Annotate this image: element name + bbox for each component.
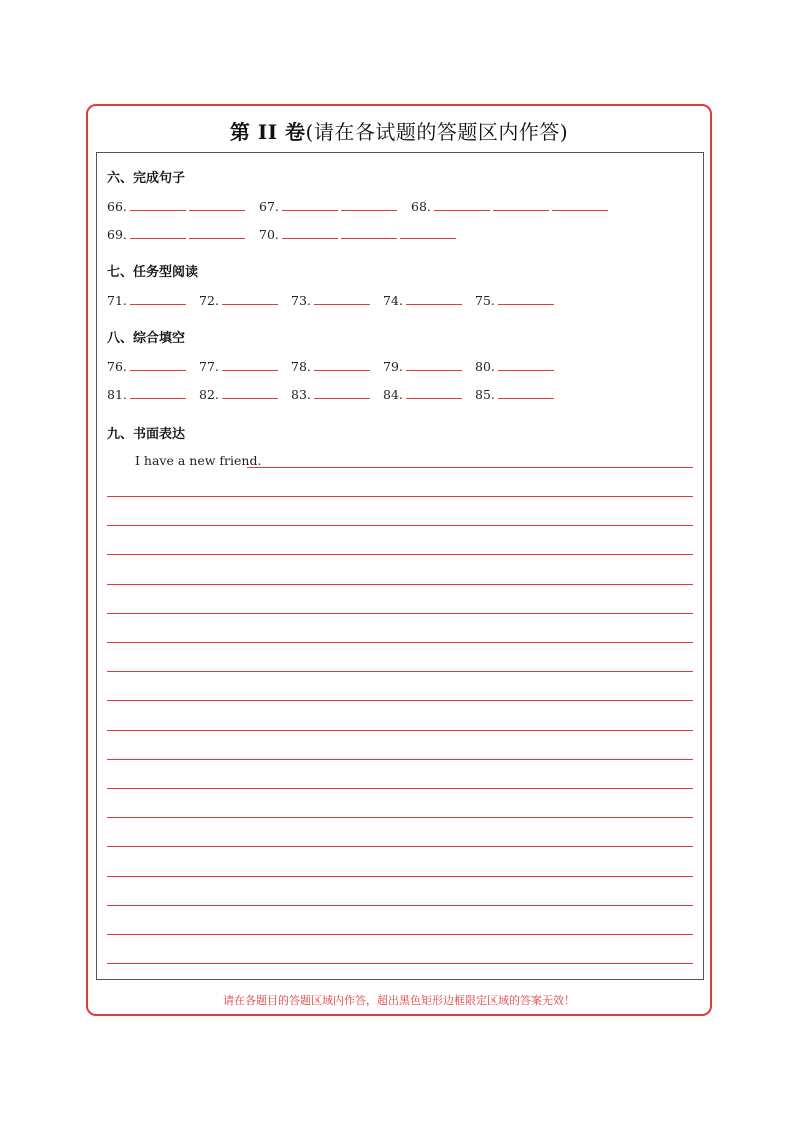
answer-item-71: 71. [107,291,186,308]
answer-item-66: 66. [107,197,245,214]
section-title-writing: 九、书面表达 [107,427,186,442]
answer-item-73: 73. [291,291,370,308]
answer-item-82: 82. [199,385,278,402]
blank[interactable] [406,385,462,399]
blank[interactable] [498,291,554,305]
blank[interactable] [130,291,186,305]
blank[interactable] [222,385,278,399]
blank[interactable] [400,225,456,239]
essay-line[interactable] [107,963,693,964]
answer-item-67: 67. [259,197,397,214]
answer-item-85: 85. [475,385,554,402]
blank[interactable] [406,357,462,371]
essay-line[interactable] [107,876,693,877]
essay-line[interactable] [107,525,693,526]
blank[interactable] [130,225,186,239]
answer-item-75: 75. [475,291,554,308]
answer-item-84: 84. [383,385,462,402]
blank[interactable] [434,197,490,211]
blank[interactable] [314,385,370,399]
essay-line[interactable] [107,817,693,818]
blank[interactable] [222,291,278,305]
blank[interactable] [130,385,186,399]
essay-line[interactable] [107,730,693,731]
essay-line[interactable] [107,700,693,701]
blank[interactable] [189,197,245,211]
answer-item-68: 68. [411,197,608,214]
answer-item-79: 79. [383,357,462,374]
essay-prompt: I have a new friend. [135,453,262,468]
answer-item-78: 78. [291,357,370,374]
answer-item-83: 83. [291,385,370,402]
blank[interactable] [406,291,462,305]
answer-sheet [86,104,712,1016]
blank[interactable] [130,357,186,371]
blank[interactable] [498,385,554,399]
section-title-complete-sentences: 六、完成句子 [107,171,186,186]
blank[interactable] [552,197,608,211]
title-volume: 第 II 卷 [229,120,306,144]
blank[interactable] [282,225,338,239]
blank[interactable] [130,197,186,211]
answer-item-69: 69. [107,225,245,242]
essay-line[interactable] [247,467,693,468]
answer-region [96,152,704,980]
essay-line[interactable] [107,554,693,555]
essay-line[interactable] [107,496,693,497]
answer-item-74: 74. [383,291,462,308]
blank[interactable] [314,357,370,371]
essay-line[interactable] [107,671,693,672]
blank[interactable] [282,197,338,211]
footer-warning: 请在各题目的答题区域内作答，超出黑色矩形边框限定区域的答案无效！ [223,994,575,1007]
section-title-cloze: 八、综合填空 [107,331,186,346]
page-title [88,116,710,145]
answer-item-77: 77. [199,357,278,374]
blank[interactable] [341,197,397,211]
blank[interactable] [314,291,370,305]
blank[interactable] [493,197,549,211]
blank[interactable] [341,225,397,239]
answer-item-70: 70. [259,225,456,242]
answer-item-76: 76. [107,357,186,374]
answer-item-72: 72. [199,291,278,308]
essay-line[interactable] [107,613,693,614]
title-instruction: (请在各试题的答题区内作答) [305,120,569,144]
answer-item-81: 81. [107,385,186,402]
essay-line[interactable] [107,905,693,906]
section-title-task-reading: 七、任务型阅读 [107,265,199,280]
blank[interactable] [498,357,554,371]
essay-line[interactable] [107,934,693,935]
blank[interactable] [222,357,278,371]
essay-line[interactable] [107,788,693,789]
essay-line[interactable] [107,759,693,760]
blank[interactable] [189,225,245,239]
essay-line[interactable] [107,642,693,643]
answer-item-80: 80. [475,357,554,374]
essay-line[interactable] [107,846,693,847]
essay-line[interactable] [107,584,693,585]
